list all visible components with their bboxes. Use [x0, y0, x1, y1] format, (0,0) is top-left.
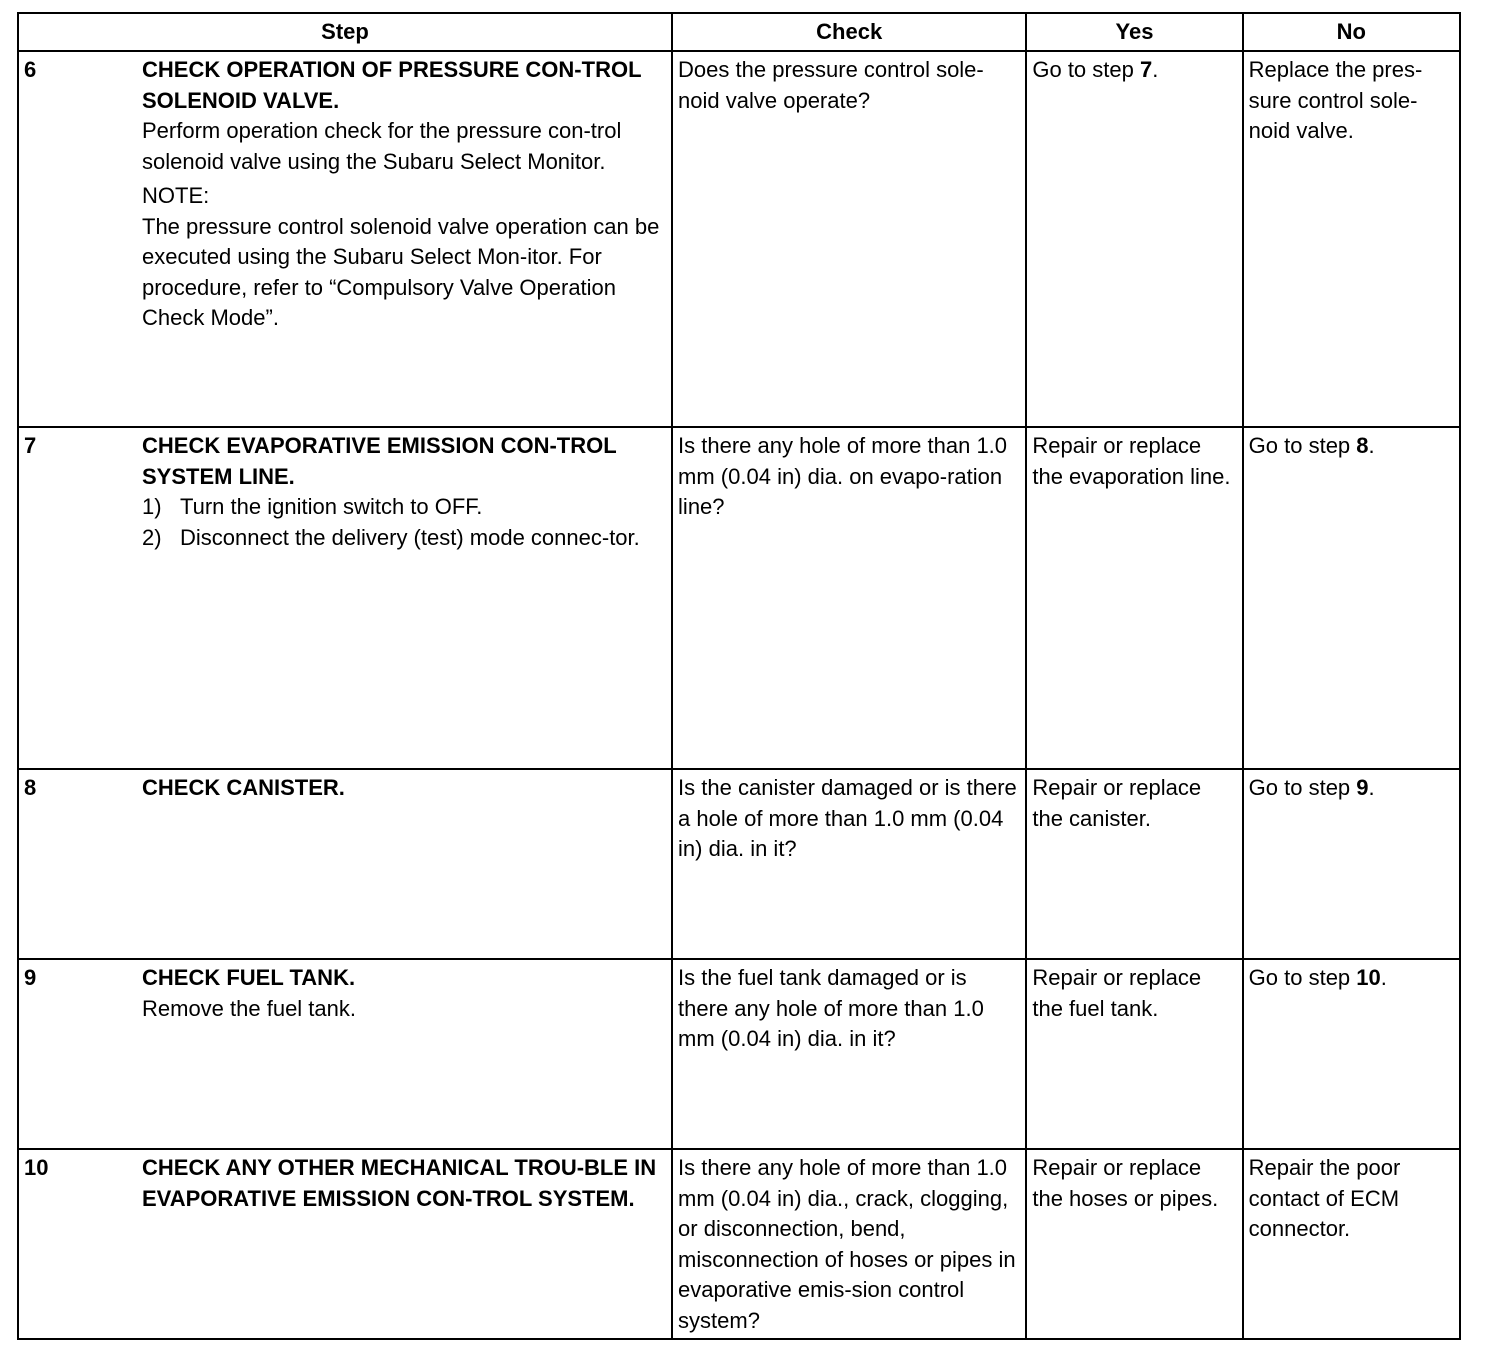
- step-title: CHECK FUEL TANK.: [142, 965, 356, 990]
- check-cell: Does the pressure control sole-noid valve operate?: [672, 51, 1026, 427]
- step-title: CHECK EVAPORATIVE EMISSION CON-TROL SYSTEM LINE.: [142, 433, 617, 489]
- note-text: The pressure control solenoid valve operation can be executed using the Subaru Select Mon-itor. For procedure, refer to “Compulsory Valve Operation Check Mode”.: [142, 213, 660, 330]
- no-tail: .: [1368, 775, 1375, 800]
- header-row: [18, 13, 1460, 51]
- no-text: Go to step: [1248, 775, 1357, 800]
- no-cell: [1243, 959, 1460, 1149]
- header-yes: Yes: [1026, 13, 1242, 51]
- no-cell: [1243, 769, 1460, 959]
- list-text: Disconnect the delivery (test) mode connec-tor.: [180, 524, 640, 550]
- table-row: [18, 1149, 1460, 1339]
- list-index: 2): [142, 524, 162, 550]
- check-cell: Is there any hole of more than 1.0 mm (0.04 in) dia., crack, clogging, or disconnection, bend, misconnection of hoses or pipes in evaporative emis-sion control system?: [672, 1149, 1026, 1339]
- no-cell: Replace the pres-sure control sole-noid valve.: [1243, 51, 1460, 427]
- step-cell: [18, 1149, 672, 1339]
- no-text: Go to step: [1248, 433, 1357, 458]
- step-cell: [18, 51, 672, 427]
- header-no: No: [1243, 13, 1460, 51]
- step-number: 6: [24, 57, 37, 82]
- no-cell: [1243, 427, 1460, 769]
- yes-cell: Repair or replace the canister.: [1026, 769, 1242, 959]
- step-title: CHECK CANISTER.: [142, 775, 345, 800]
- step-number: 9: [24, 965, 37, 990]
- no-step-link[interactable]: 9: [1356, 775, 1369, 800]
- no-tail: .: [1368, 433, 1375, 458]
- step-text: Remove the fuel tank.: [142, 995, 357, 1021]
- step-title: CHECK ANY OTHER MECHANICAL TROU-BLE IN EVAPORATIVE EMISSION CON-TROL SYSTEM.: [142, 1155, 657, 1211]
- step-cell: [18, 769, 672, 959]
- check-cell: Is the fuel tank damaged or is there any hole of more than 1.0 mm (0.04 in) dia. in it?: [672, 959, 1026, 1149]
- no-step-link[interactable]: 8: [1356, 433, 1369, 458]
- table-row: [18, 51, 1460, 427]
- list-item: [142, 523, 666, 554]
- header-check: Check: [672, 13, 1026, 51]
- step-cell: [18, 427, 672, 769]
- check-cell: Is there any hole of more than 1.0 mm (0.04 in) dia. on evapo-ration line?: [672, 427, 1026, 769]
- yes-cell: [1026, 51, 1242, 427]
- no-text: Go to step: [1248, 965, 1357, 990]
- header-step: Step: [18, 13, 672, 51]
- list-index: 1): [142, 494, 162, 519]
- check-cell: Is the canister damaged or is there a hole of more than 1.0 mm (0.04 in) dia. in it?: [672, 769, 1026, 959]
- table-row: [18, 769, 1460, 959]
- no-cell: Repair the poor contact of ECM connector.: [1243, 1149, 1460, 1339]
- table-row: [18, 427, 1460, 769]
- yes-step-link[interactable]: 7: [1139, 57, 1153, 82]
- step-number: 7: [24, 433, 37, 458]
- yes-tail: .: [1152, 57, 1159, 82]
- list-text: Turn the ignition switch to OFF.: [180, 494, 483, 519]
- yes-cell: Repair or replace the hoses or pipes.: [1026, 1149, 1242, 1339]
- note-label: NOTE:: [142, 183, 210, 208]
- table-row: [18, 959, 1460, 1149]
- diagnostic-table: [17, 12, 1461, 1340]
- no-tail: .: [1380, 965, 1387, 990]
- yes-text: Go to step: [1032, 57, 1140, 82]
- step-text: Perform operation check for the pressure con-trol solenoid valve using the Subaru Select Monitor.: [142, 118, 622, 174]
- step-title: CHECK OPERATION OF PRESSURE CON-TROL SOLENOID VALVE.: [142, 57, 642, 113]
- yes-cell: Repair or replace the fuel tank.: [1026, 959, 1242, 1149]
- list-item: [142, 492, 666, 523]
- step-cell: [18, 959, 672, 1149]
- no-step-link[interactable]: 10: [1356, 965, 1381, 990]
- yes-cell: Repair or replace the evaporation line.: [1026, 427, 1242, 769]
- step-number: 8: [24, 775, 37, 800]
- step-number: 10: [24, 1155, 49, 1180]
